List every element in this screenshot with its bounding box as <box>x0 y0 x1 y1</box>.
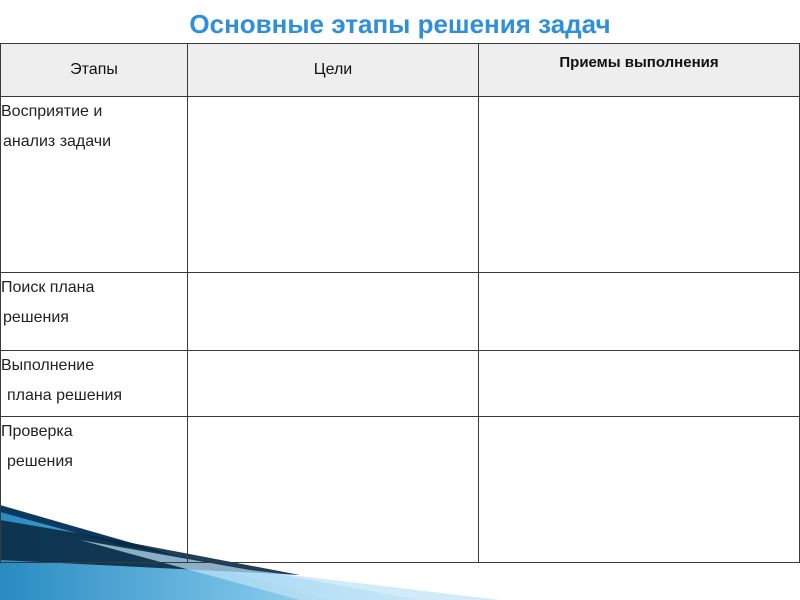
goal-cell <box>188 97 479 273</box>
stage-cell <box>1 351 188 417</box>
header-goals: Цели <box>188 44 479 97</box>
stage-label-line1: Выполнение <box>1 357 95 374</box>
table-row <box>1 97 800 273</box>
slide-title: Основные этапы решения задач <box>189 9 611 39</box>
header-stages: Этапы <box>1 44 188 97</box>
stages-table <box>0 43 800 563</box>
header-methods: Приемы выполнения <box>479 44 800 97</box>
stage-label-line2: решения <box>7 453 73 470</box>
table-row <box>1 351 800 417</box>
goal-cell <box>188 417 479 563</box>
table-row <box>1 417 800 563</box>
stage-cell <box>1 417 188 563</box>
table-header-row <box>1 44 800 97</box>
method-cell <box>479 417 800 563</box>
stage-label-line1: Поиск плана <box>1 279 95 296</box>
goal-cell <box>188 351 479 417</box>
stage-label-line2: анализ задачи <box>3 133 112 150</box>
stage-label-line1: Проверка <box>1 423 73 440</box>
method-cell <box>479 97 800 273</box>
stage-cell <box>1 97 188 273</box>
stage-label-line2: решения <box>3 309 69 326</box>
stage-cell <box>1 273 188 351</box>
stage-label-line2: плана решения <box>7 387 123 404</box>
method-cell <box>479 351 800 417</box>
stage-label-line1: Восприятие и <box>1 103 103 120</box>
stages-table-container <box>0 43 800 553</box>
table-row <box>1 273 800 351</box>
goal-cell <box>188 273 479 351</box>
method-cell <box>479 273 800 351</box>
